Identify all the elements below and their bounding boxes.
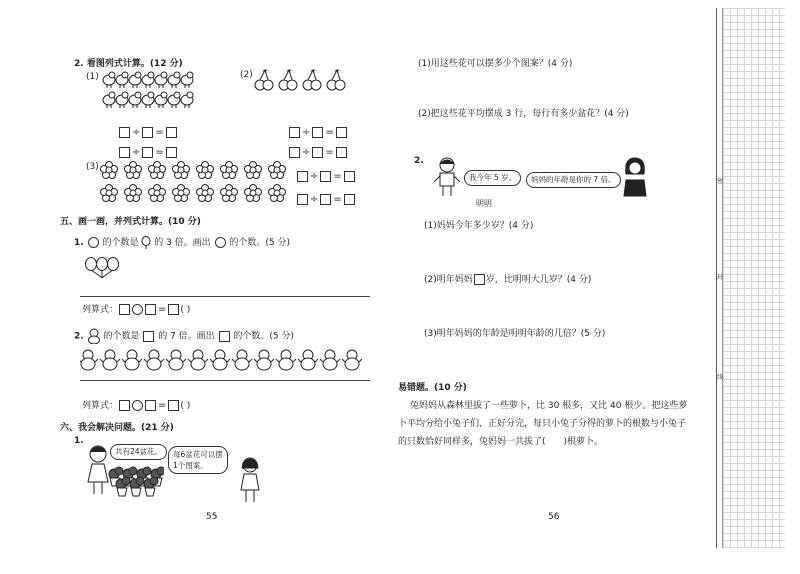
formula-2b: ÷ = [288, 142, 348, 161]
error-text-line3: 的只数恰好同样多，兔妈妈一共拔了( )根萝卜。 [398, 437, 604, 447]
page-number-left: 55 [206, 512, 218, 522]
mother-illustration [620, 156, 650, 198]
q2-title: 2. 看图列式计算。(12 分) [74, 59, 183, 69]
snowman-icon-row [80, 348, 380, 372]
boy-name-label: 明明 [476, 199, 492, 208]
square-symbol-icon [143, 331, 154, 342]
section6-title: 六、我会解决问题。(21 分) [60, 423, 174, 433]
section5-title: 五、画一画，并列式计算。(10 分) [60, 217, 201, 227]
q2-sub1-label: (1) [86, 72, 99, 82]
section6-q1-number: 1. [74, 436, 84, 446]
circle-symbol-icon [88, 237, 99, 248]
formula-2a: ÷ = [288, 122, 348, 141]
drawing-line-2 [80, 380, 370, 381]
formula-line-2: 列算式： = ( ) [82, 400, 191, 411]
formula-3a: ÷ = [296, 166, 356, 185]
error-section-title: 易错题。(10 分) [398, 383, 467, 393]
balloon-icon [141, 236, 151, 249]
drawing-line-1 [80, 296, 370, 297]
right-q2-3: (3)明年妈妈的年龄是明明年龄的几倍？(5 分) [424, 329, 606, 339]
speech-bubble-right: 每6盆花可以摆 1个图案。 [168, 446, 228, 474]
formula-1a: ÷ = [118, 122, 178, 141]
section5-q1: 1. 的个数是 的 3 倍。画出 的个数。(5 分) [74, 238, 291, 248]
boy-illustration [432, 156, 462, 198]
page-number-right: 56 [548, 512, 560, 522]
error-text-line2: 卜平均分给小兔子们，正好分完，每只小兔子分得的萝卜的根数与小兔子 [398, 419, 687, 429]
formula-3b: ÷ = [296, 189, 356, 208]
flower-pots-illustration [108, 466, 164, 498]
right-q2-2: (2)明年妈妈 岁，比明明大几岁？(4 分) [424, 275, 592, 285]
formula-1b: ÷ = [118, 142, 178, 161]
binding-label-2: 封 [717, 274, 724, 281]
speech-bubble-left: 共有24盆花。 [110, 444, 167, 460]
section5-q2: 2. 的个数是 的 7 倍。画出 的个数。(5 分) [74, 328, 294, 344]
speech-bubble-boy: 我今年 5 岁。 [464, 170, 521, 186]
flower-icon-grid [100, 160, 290, 206]
cherry-icon-group [254, 68, 354, 92]
right-q1-1: (1)用这些花可以摆多少个图案？(4 分) [418, 59, 573, 69]
binding-label-3: 线 [717, 374, 724, 381]
speech-bubble-mom: 妈妈的年龄是你的 7 倍。 [526, 172, 621, 188]
right-q1-2: (2)把这些花平均摆成 3 行，每行有多少盆花？(4 分) [418, 109, 629, 119]
binding-label-1: 密 [717, 178, 724, 185]
error-text-line1: 兔妈妈从森林里拔了一些萝卜，比 30 根多，又比 40 根少。把这些萝 [410, 401, 688, 411]
square-symbol-icon [219, 331, 230, 342]
chick-icon-grid [102, 70, 202, 112]
right-q2-1: (1)妈妈今年多少岁？(4 分) [424, 221, 534, 231]
snowman-icon [87, 328, 101, 344]
circle-symbol-icon [215, 237, 226, 248]
q2-sub2-label: (2) [240, 70, 253, 80]
formula-line-1: 列算式： = ( ) [82, 304, 191, 315]
grid-paper-strip [722, 8, 785, 548]
balloon-group-icon [84, 256, 124, 278]
q2-sub3-label: (3) [86, 162, 99, 172]
right-q2-number: 2. [414, 156, 424, 166]
girl-illustration-2 [236, 456, 264, 504]
